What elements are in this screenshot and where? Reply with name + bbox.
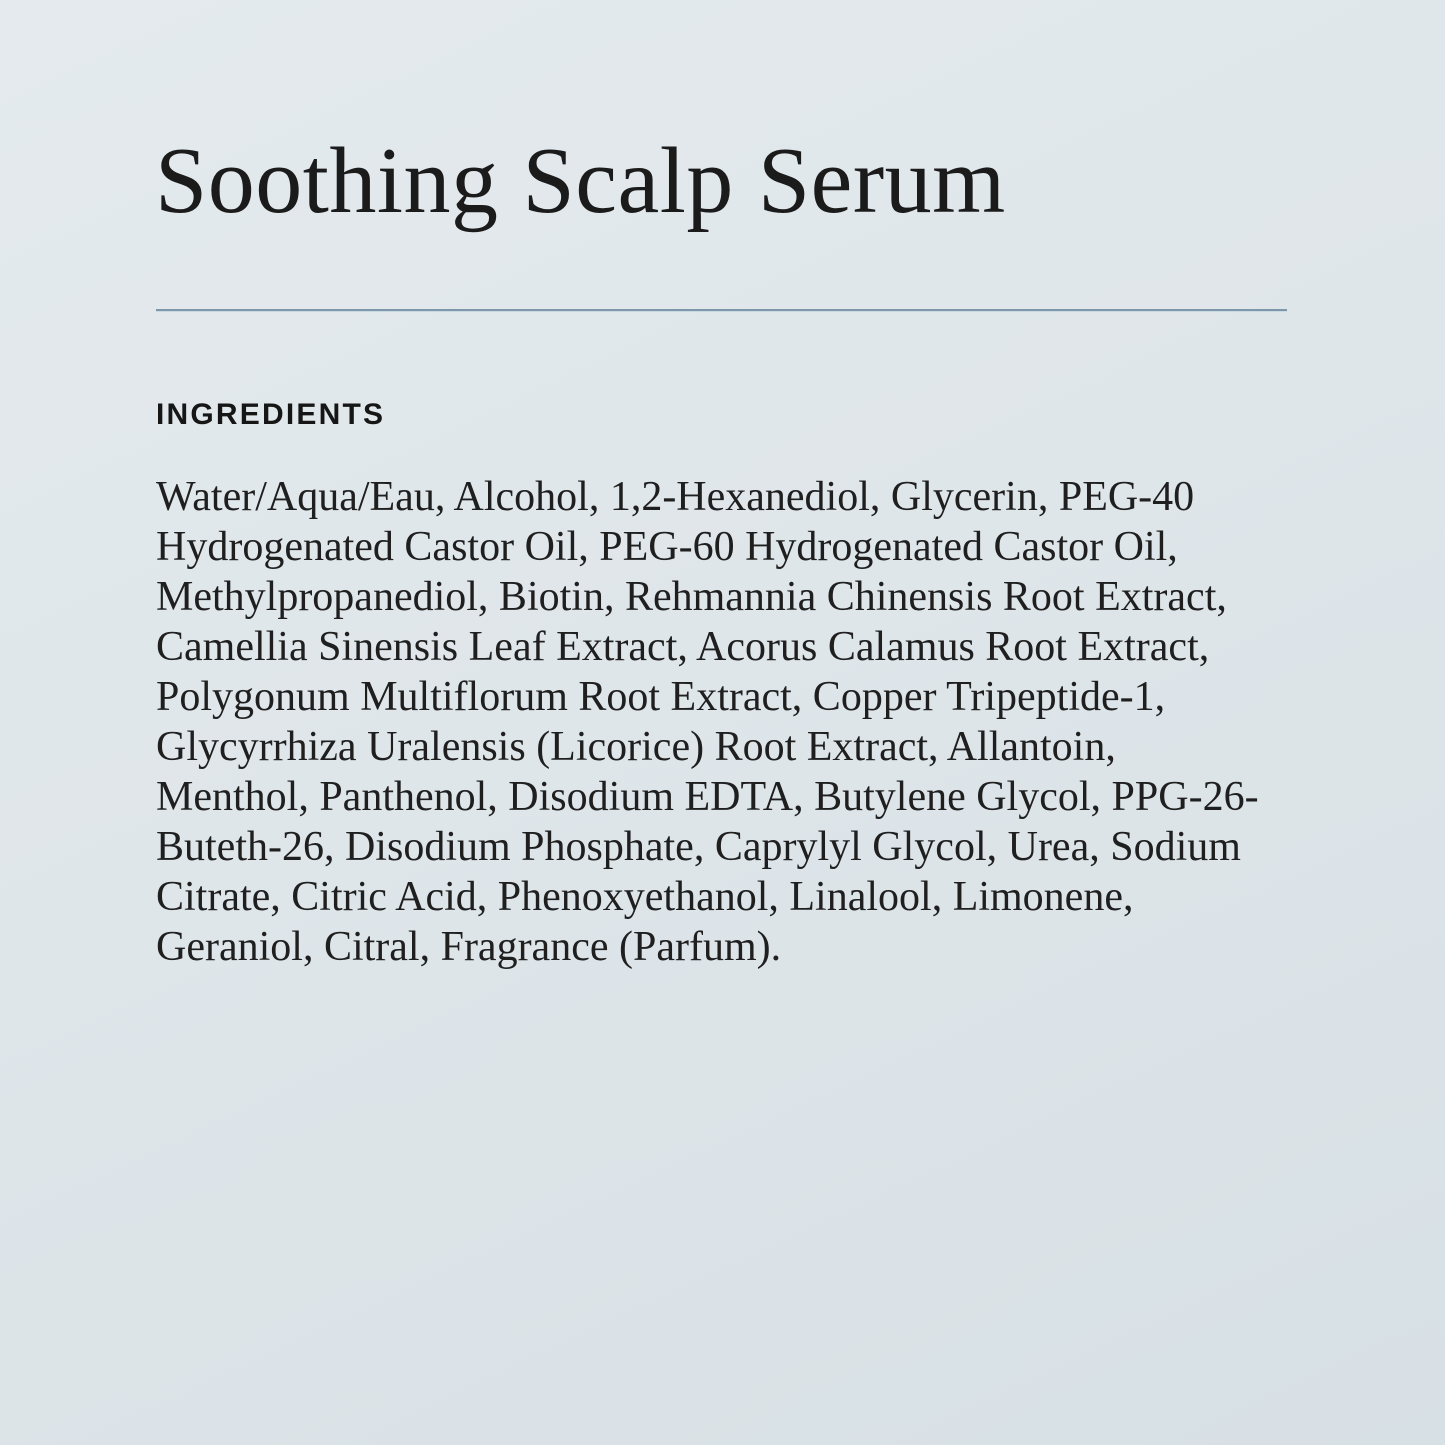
ingredients-line: Geraniol, Citral, Fragrance (Parfum). [156,924,782,970]
ingredients-line: Water/Aqua/Eau, Alcohol, 1,2-Hexanediol, Glycerin, PEG-40 [156,474,1195,520]
ingredients-line: Camellia Sinensis Leaf Extract, Acorus Calamus Root Extract, [156,624,1210,670]
ingredients-line: Buteth-26, Disodium Phosphate, Caprylyl Glycol, Urea, Sodium [156,824,1241,870]
ingredients-line: Methylpropanediol, Biotin, Rehmannia Chinensis Root Extract, [156,574,1227,620]
ingredients-line: Polygonum Multiflorum Root Extract, Copper Tripeptide-1, [156,674,1166,720]
ingredients-line: Glycyrrhiza Uralensis (Licorice) Root Extract, Allantoin, [156,724,1116,770]
product-title: Soothing Scalp Serum [155,129,1006,233]
ingredients-heading: INGREDIENTS [156,398,386,431]
ingredients-text [156,472,1306,972]
ingredients-line: Citrate, Citric Acid, Phenoxyethanol, Linalool, Limonene, [156,874,1134,920]
divider-line [156,309,1287,311]
ingredients-line: Hydrogenated Castor Oil, PEG-60 Hydrogenated Castor Oil, [156,524,1178,570]
ingredients-line: Menthol, Panthenol, Disodium EDTA, Butylene Glycol, PPG-26- [156,774,1259,820]
